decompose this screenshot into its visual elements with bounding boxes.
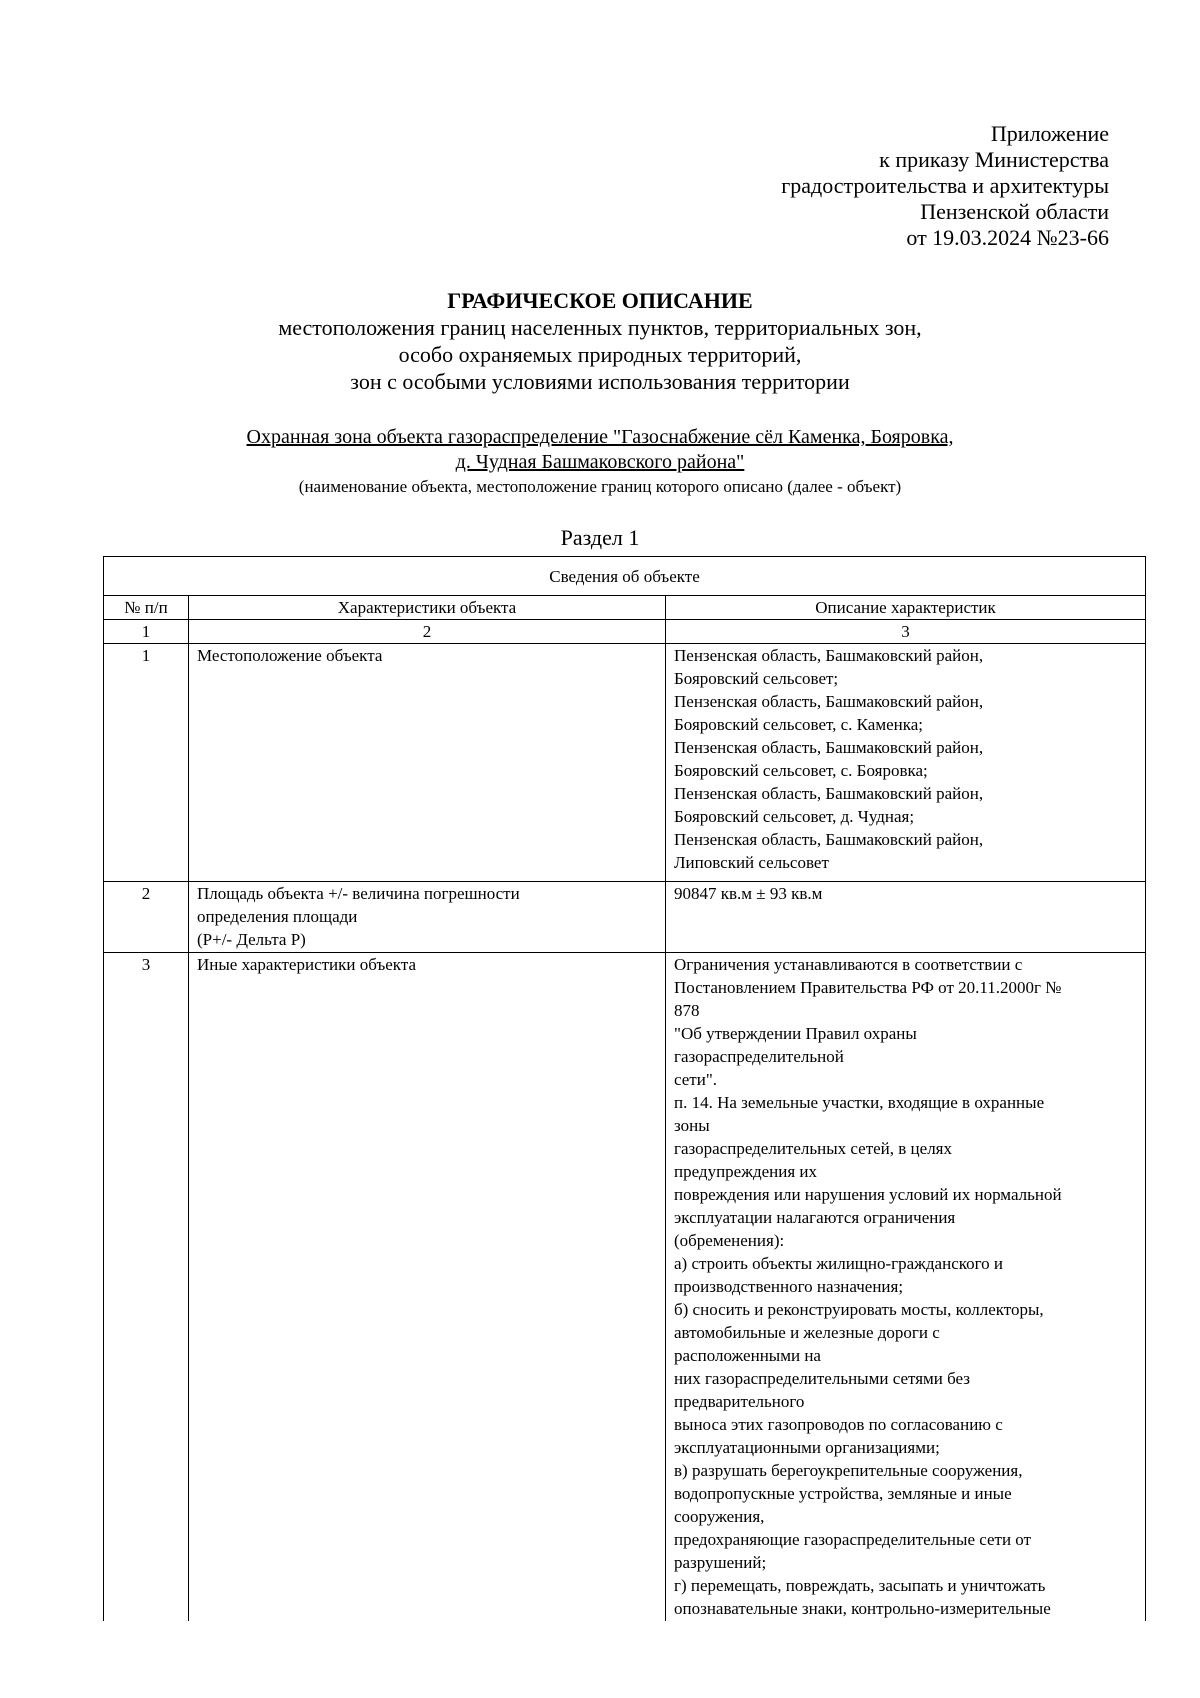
title-block	[0, 287, 1200, 395]
description-line: Пензенская область, Башмаковский район,	[674, 738, 984, 757]
table-row	[104, 953, 1146, 1622]
row-number: 3	[104, 953, 189, 1622]
description-line: газораспределительной	[674, 1047, 844, 1066]
description-line: г) перемещать, повреждать, засыпать и уничтожать	[674, 1576, 1046, 1595]
appendix-line: Приложение	[990, 121, 1109, 146]
appendix-header	[781, 121, 1109, 251]
row-characteristic	[189, 882, 666, 953]
description-line: эксплуатации налагаются ограничения	[674, 1208, 956, 1227]
description-line: "Об утверждении Правил охраны	[674, 1024, 917, 1043]
appendix-line: Пензенской области	[920, 199, 1109, 224]
row-number: 2	[104, 882, 189, 953]
description-line: опознавательные знаки, контрольно-измерительные	[674, 1599, 1051, 1618]
description-line: производственного назначения;	[674, 1277, 904, 1296]
description-line: них газораспределительными сетями без	[674, 1369, 971, 1388]
description-line: Пензенская область, Башмаковский район,	[674, 784, 984, 803]
row-characteristic: Местоположение объекта	[189, 644, 666, 882]
description-line: в) разрушать берегоукрепительные сооружения,	[674, 1461, 1023, 1480]
description-line: Ограничения устанавливаются в соответствии с	[674, 955, 1023, 974]
appendix-line: к приказу Министерства	[879, 147, 1109, 172]
table-header-row	[104, 596, 1146, 620]
object-name-note: (наименование объекта, местоположение границ которого описано (далее - объект)	[298, 477, 902, 496]
column-header: Описание характеристик	[666, 596, 1146, 620]
characteristic-line: определения площади	[197, 907, 358, 926]
description-line: Постановлением Правительства РФ от 20.11.2000г №	[674, 978, 1062, 997]
row-description	[666, 882, 1146, 953]
description-line: сооружения,	[674, 1507, 765, 1526]
characteristic-line: Площадь объекта +/- величина погрешности	[197, 884, 520, 903]
description-line: выноса этих газопроводов по согласованию с	[674, 1415, 1003, 1434]
description-line: предварительного	[674, 1392, 805, 1411]
description-line: Бояровский сельсовет, с. Каменка;	[674, 715, 924, 734]
description-line: повреждения или нарушения условий их нормальной	[674, 1185, 1062, 1204]
description-line: Липовский сельсовет	[674, 853, 829, 872]
description-line: эксплуатационными организациями;	[674, 1438, 940, 1457]
appendix-line: градостроительства и архитектуры	[781, 173, 1109, 198]
object-info-table	[103, 556, 1146, 1621]
description-line: б) сносить и реконструировать мосты, коллекторы,	[674, 1300, 1044, 1319]
description-line: Бояровский сельсовет, с. Бояровка;	[674, 761, 928, 780]
row-description	[666, 953, 1146, 1622]
description-line: Бояровский сельсовет;	[674, 669, 839, 688]
description-line: газораспределительных сетей, в целях	[674, 1139, 952, 1158]
description-line: 878	[674, 1001, 700, 1020]
column-number: 3	[666, 620, 1146, 644]
document-subtitle-line: местоположения границ населенных пунктов, территориальных зон,	[278, 315, 922, 340]
column-number: 1	[104, 620, 189, 644]
description-line: а) строить объекты жилищно-гражданского и	[674, 1254, 1004, 1273]
description-line: расположенными на	[674, 1346, 821, 1365]
column-number: 2	[189, 620, 666, 644]
description-line: Пензенская область, Башмаковский район,	[674, 830, 984, 849]
row-description	[666, 644, 1146, 882]
section-title: Раздел 1	[560, 525, 640, 550]
object-name-block	[0, 425, 1200, 498]
table-caption: Сведения об объекте	[104, 557, 1146, 596]
column-header: Характеристики объекта	[189, 596, 666, 620]
description-line: сети".	[674, 1070, 718, 1089]
description-line: Пензенская область, Башмаковский район,	[674, 692, 984, 711]
document-subtitle-line: зон с особыми условиями использования территории	[350, 369, 850, 394]
characteristic-line: (P+/- Дельта P)	[197, 930, 306, 949]
object-name-line: Охранная зона объекта газораспределение "Газоснабжение сёл Каменка, Бояровка,	[246, 426, 954, 448]
description-line: п. 14. На земельные участки, входящие в охранные	[674, 1093, 1045, 1112]
description-line: предупреждения их	[674, 1162, 818, 1181]
description-line: Бояровский сельсовет, д. Чудная;	[674, 807, 915, 826]
description-line: автомобильные и железные дороги с	[674, 1323, 940, 1342]
document-title: ГРАФИЧЕСКОЕ ОПИСАНИЕ	[447, 288, 753, 313]
column-header: № п/п	[104, 596, 189, 620]
description-line: 90847 кв.м ± 93 кв.м	[674, 884, 823, 903]
table-caption-row	[104, 557, 1146, 596]
description-line: Пензенская область, Башмаковский район,	[674, 646, 984, 665]
row-number: 1	[104, 644, 189, 882]
table-row	[104, 882, 1146, 953]
description-line: (обременения):	[674, 1231, 785, 1250]
description-line: разрушений;	[674, 1553, 767, 1572]
description-line: зоны	[674, 1116, 710, 1135]
table-column-number-row	[104, 620, 1146, 644]
object-name-line: д. Чудная Башмаковского района"	[455, 451, 745, 473]
description-line: предохраняющие газораспределительные сети от	[674, 1530, 1032, 1549]
table-row	[104, 644, 1146, 882]
description-line: водопропускные устройства, земляные и иные	[674, 1484, 1012, 1503]
document-subtitle-line: особо охраняемых природных территорий,	[398, 342, 802, 367]
appendix-order-date: от 19.03.2024 №23-66	[906, 225, 1109, 250]
row-characteristic: Иные характеристики объекта	[189, 953, 666, 1622]
